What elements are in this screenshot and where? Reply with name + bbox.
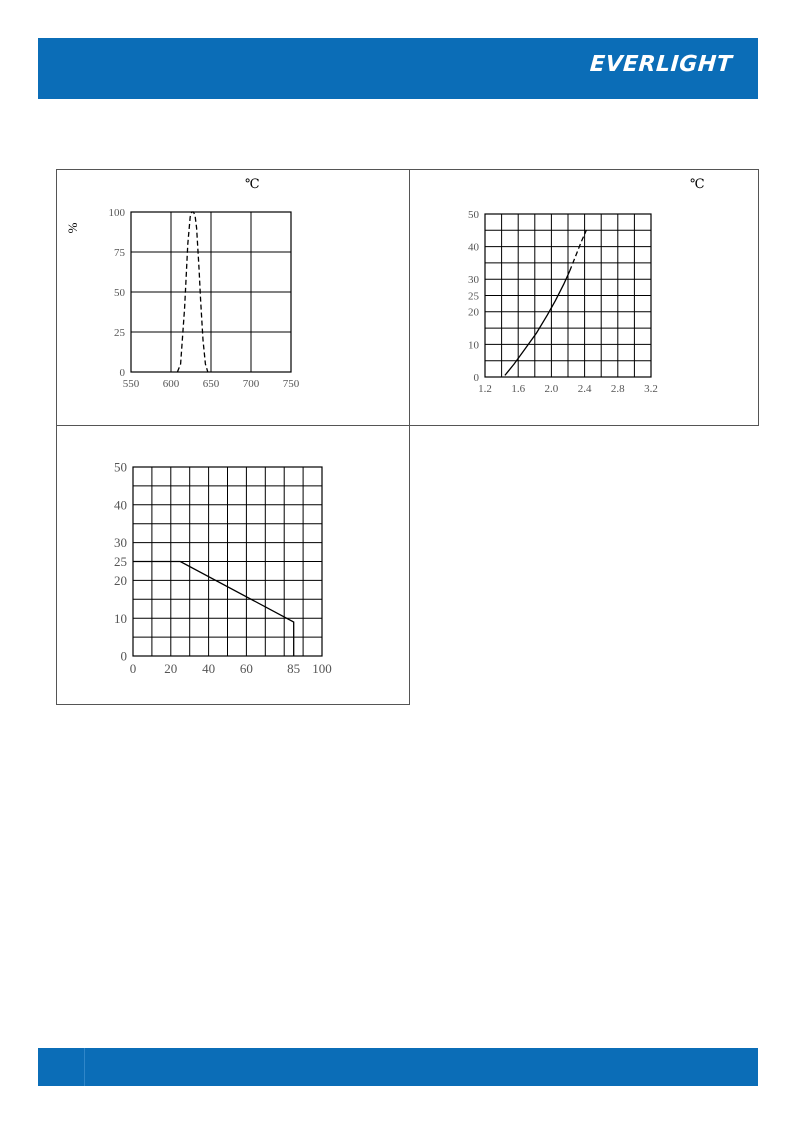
y-tick-label: 40 xyxy=(114,497,127,513)
y-tick-label: 0 xyxy=(473,371,479,384)
panel-unit-label: ℃ xyxy=(245,176,260,191)
x-tick-label: 550 xyxy=(122,378,140,390)
x-tick-label: 2.4 xyxy=(577,383,592,395)
x-tick-label: 85 xyxy=(287,661,301,676)
y-tick-label: 30 xyxy=(114,535,127,551)
y-tick-label: 50 xyxy=(114,286,125,299)
x-tick-label: 100 xyxy=(312,661,332,676)
x-tick-label: 1.6 xyxy=(511,383,526,395)
brand-logo: EVERLIGHT xyxy=(588,52,733,77)
x-tick-label: 2.8 xyxy=(610,383,625,395)
series-line xyxy=(505,271,570,375)
panel-unit-label: ℃ xyxy=(690,176,705,191)
footer-divider xyxy=(84,1048,85,1086)
y-tick-label: 75 xyxy=(114,246,125,259)
y-axis-label: % xyxy=(65,222,80,234)
derating-chart xyxy=(57,426,411,706)
x-tick-label: 3.2 xyxy=(644,383,658,395)
series-line xyxy=(570,230,587,271)
x-tick-label: 20 xyxy=(164,661,178,676)
footer-bar xyxy=(38,1048,758,1086)
x-tick-label: 600 xyxy=(162,378,180,390)
spectrum-chart xyxy=(57,170,411,427)
x-tick-label: 1.2 xyxy=(478,383,492,395)
x-tick-label: 40 xyxy=(202,661,216,676)
derating-chart-panel xyxy=(56,425,410,705)
y-tick-label: 100 xyxy=(108,206,125,219)
y-tick-label: 50 xyxy=(114,459,127,475)
y-tick-label: 10 xyxy=(114,610,127,626)
spectrum-chart-panel xyxy=(56,169,410,426)
y-tick-label: 0 xyxy=(119,366,125,379)
y-tick-label: 20 xyxy=(114,572,127,588)
y-tick-label: 25 xyxy=(114,554,127,570)
y-tick-label: 50 xyxy=(468,208,479,221)
y-tick-label: 40 xyxy=(468,241,479,254)
x-tick-label: 0 xyxy=(129,661,137,676)
header-bar xyxy=(38,38,758,99)
x-tick-label: 650 xyxy=(202,378,220,390)
x-tick-label: 750 xyxy=(282,378,300,390)
series-line xyxy=(133,562,294,657)
forward-current-chart-panel xyxy=(409,169,759,426)
x-tick-label: 60 xyxy=(239,661,253,676)
y-tick-label: 0 xyxy=(120,648,127,664)
y-tick-label: 25 xyxy=(468,290,479,303)
y-tick-label: 25 xyxy=(114,326,125,339)
x-tick-label: 700 xyxy=(242,378,260,390)
forward-current-chart xyxy=(410,170,760,427)
y-tick-label: 10 xyxy=(468,339,479,352)
y-tick-label: 30 xyxy=(468,274,479,287)
x-tick-label: 2.0 xyxy=(544,383,559,395)
y-tick-label: 20 xyxy=(468,306,479,319)
